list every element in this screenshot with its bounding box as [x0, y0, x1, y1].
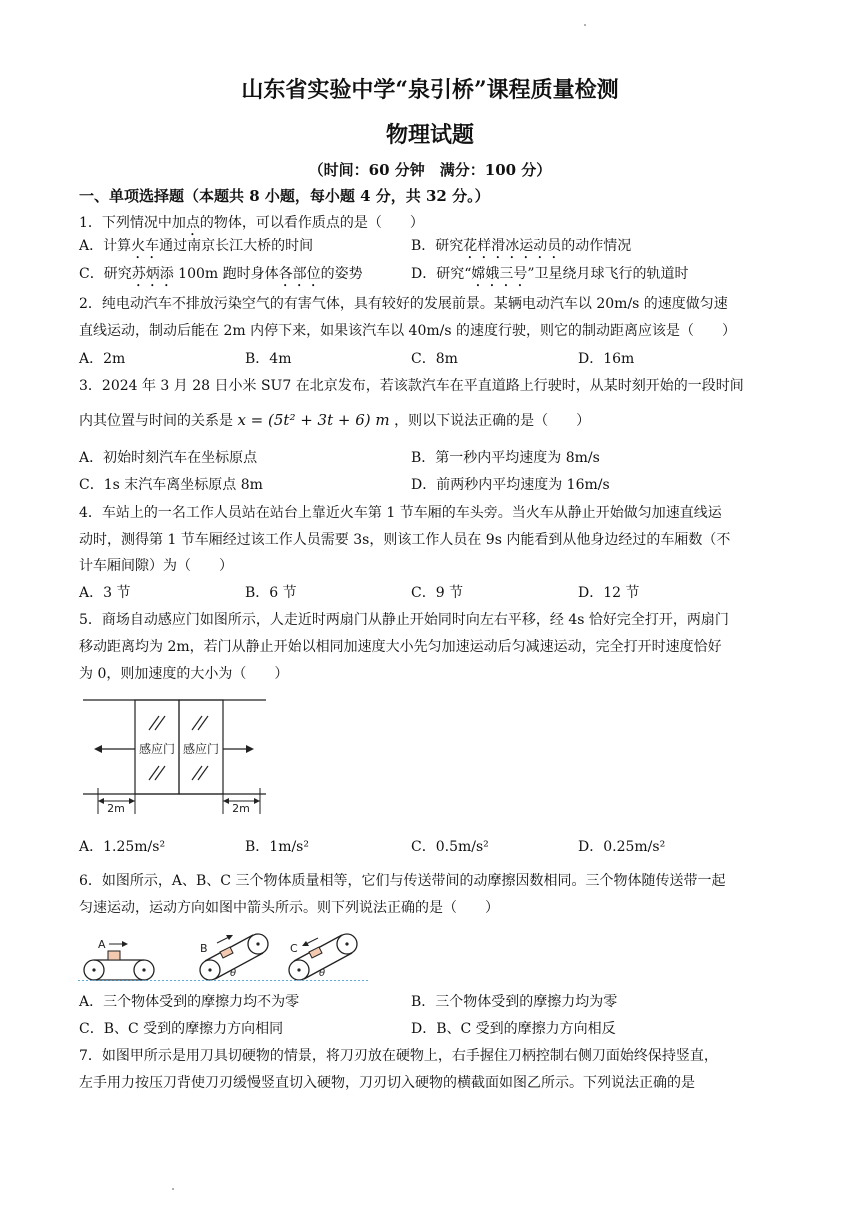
q1-d-pre: D．研究“	[411, 266, 472, 282]
q1-a-post: 通过南京长江大桥的时间	[159, 238, 314, 254]
scan-dot	[584, 24, 586, 26]
door-left-label: 感应门	[138, 742, 176, 756]
q1-c-dot: 苏炳添	[131, 266, 174, 282]
q1-c-dot2: 各部位	[278, 266, 321, 282]
q2-option-b[interactable]: B．4m	[245, 351, 292, 367]
q4-option-d[interactable]: D．12 节	[578, 585, 640, 601]
exam-meta: （时间：60 分钟 满分：100 分）	[308, 161, 552, 179]
q2-option-c[interactable]: C．8m	[411, 351, 458, 367]
q2-option-a[interactable]: A．2m	[79, 351, 126, 367]
q4-option-b[interactable]: B．6 节	[245, 585, 297, 601]
q6-option-c[interactable]: C．B、C 受到的摩擦力方向相同	[79, 1021, 284, 1037]
q5-option-b[interactable]: B．1m/s²	[245, 839, 309, 855]
q4-option-a[interactable]: A．3 节	[79, 585, 131, 601]
q1-b-post: 的动作情况	[561, 238, 632, 254]
conveyor-diagram	[78, 930, 378, 986]
q1-d-post: ”卫星绕月球飞行的轨道时	[527, 266, 689, 282]
q6-line2: 匀速运动，运动方向如图中箭头所示。则下列说法正确的是（ ）	[79, 900, 499, 916]
conveyor-label-b: B	[200, 942, 208, 955]
q1-b-dot: 花样滑冰运动员	[463, 238, 562, 254]
q3-formula: x = (5t² + 3t + 6) m	[237, 411, 390, 429]
q4-line2: 动时，测得第 1 节车厢经过该工作人员需要 3s，则该工作人员在 9s 内能看到从他身边经过的车厢数（不	[79, 532, 731, 548]
q4-line3: 计车厢间隙）为（ ）	[79, 558, 233, 574]
conveyor-angle-b: θ	[230, 968, 237, 979]
conveyor-label-c: C	[290, 942, 298, 955]
q6-option-d[interactable]: D．B、C 受到的摩擦力方向相反	[411, 1021, 616, 1037]
q1-option-b[interactable]	[411, 236, 631, 262]
q1-option-c[interactable]	[79, 264, 363, 290]
q1-option-d[interactable]	[411, 264, 689, 290]
dim-right-label: 2m	[232, 802, 250, 815]
q1-stem-post: 的物体，可以看作质点的是（ ）	[199, 215, 424, 231]
q1-c-post: 的姿势	[320, 266, 363, 282]
q5-line2: 移动距离均为 2m，若门从静止开始以相同加速度大小先匀加速运动后匀减速运动，完全打开时速度恰好	[79, 639, 722, 655]
q4-option-c[interactable]: C．9 节	[411, 585, 464, 601]
q6-line1: 6．如图所示，A、B、C 三个物体质量相等，它们与传送带间的动摩擦因数相同。三个物体随传送带一起	[79, 873, 726, 889]
q3-line2	[79, 410, 590, 431]
conveyor-label-a: A	[98, 938, 106, 951]
q7-line2: 左手用力按压刀背使刀刃缓慢竖直切入硬物，刀刃切入硬物的横截面如图乙所示。下列说法正确的是	[79, 1075, 695, 1091]
q4-line1: 4．车站上的一名工作人员站在站台上靠近火车第 1 节车厢的车头旁。当火车从静止开始做匀加速直线运	[79, 505, 722, 521]
q3-line1: 3．2024 年 3 月 28 日小米 SU7 在北京发布，若该款汽车在平直道路上行驶时，从某时刻开始的一段时间	[79, 378, 744, 394]
q1-b-pre: B．研究	[411, 238, 464, 254]
q5-line3: 为 0，则加速度的大小为（ ）	[79, 666, 289, 682]
q1-a-pre: A．计算	[79, 238, 132, 254]
q2-line2: 直线运动，制动后能在 2m 内停下来，如果该汽车以 40m/s 的速度行驶，则它的制动距离应该是（ ）	[79, 323, 736, 339]
q6-option-a[interactable]: A．三个物体受到的摩擦力均不为零	[79, 994, 300, 1010]
section-heading: 一、单项选择题（本题共 8 小题，每小题 4 分，共 32 分。）	[79, 187, 490, 205]
dim-left-label: 2m	[107, 802, 125, 815]
exam-subject: 物理试题	[385, 122, 474, 148]
scan-dot-bottom	[172, 1188, 174, 1190]
q1-c-pre: C．研究	[79, 266, 132, 282]
q5-line1: 5．商场自动感应门如图所示，人走近时两扇门从静止开始同时向左右平移，经 4s 恰好完全打开，两扇门	[79, 612, 729, 628]
sensor-door-diagram	[80, 692, 270, 822]
q3-line2-post: ，则以下说法正确的是（ ）	[394, 413, 591, 429]
q1-stem-dot: 点	[185, 215, 200, 231]
q5-option-d[interactable]: D．0.25m/s²	[578, 839, 666, 855]
q1-c-mid: 100m 跑时身体	[173, 266, 279, 282]
q3-option-b[interactable]: B．第一秒内平均速度为 8m/s	[411, 450, 600, 466]
q3-option-a[interactable]: A．初始时刻汽车在坐标原点	[79, 450, 258, 466]
q1-a-dot: 火车	[131, 238, 160, 254]
exam-title: 山东省实验中学“泉引桥”课程质量检测	[241, 77, 619, 103]
q3-line2-pre: 内其位置与时间的关系是	[79, 413, 233, 429]
q6-option-b[interactable]: B．三个物体受到的摩擦力均为零	[411, 994, 618, 1010]
q1-stem-pre: 1．下列情况中加	[79, 215, 186, 231]
q2-line1: 2．纯电动汽车不排放污染空气的有害气体，具有较好的发展前景。某辆电动汽车以 20m/s 的速度做匀速	[79, 296, 728, 312]
door-right-label: 感应门	[182, 742, 220, 756]
q3-option-c[interactable]: C．1s 末汽车离坐标原点 8m	[79, 477, 263, 493]
q1-option-a[interactable]	[79, 236, 313, 262]
q5-option-c[interactable]: C．0.5m/s²	[411, 839, 489, 855]
q5-option-a[interactable]: A．1.25m/s²	[79, 839, 166, 855]
q2-option-d[interactable]: D．16m	[578, 351, 635, 367]
q3-option-d[interactable]: D．前两秒内平均速度为 16m/s	[411, 477, 610, 493]
conveyor-angle-c: θ	[319, 968, 326, 979]
q7-line1: 7．如图甲所示是用刀具切硬物的情景，将刀刃放在硬物上，右手握住刀柄控制右侧刀面始终保持竖直，	[79, 1048, 718, 1064]
q1-d-dot: 嫦娥三号	[471, 266, 528, 282]
